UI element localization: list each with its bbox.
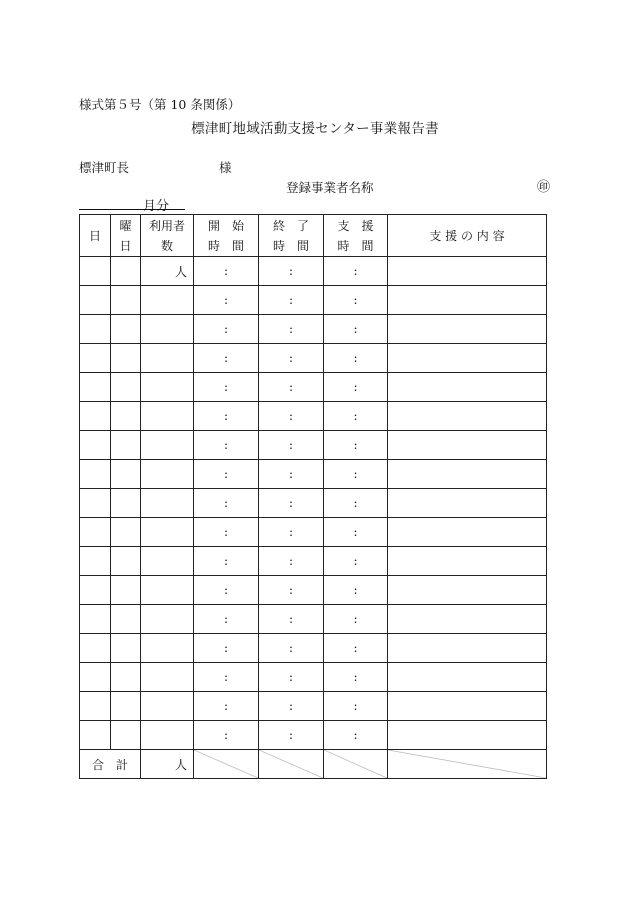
table-row [80,518,547,547]
content-cell[interactable] [388,489,547,518]
start-time-cell[interactable]: : [194,518,259,547]
document-title: 標津町地域活動支援センター事業報告書 [191,121,439,137]
weekday-cell[interactable] [111,315,141,344]
content-cell[interactable] [388,605,547,634]
weekday-cell[interactable] [111,518,141,547]
end-time-cell[interactable]: : [259,402,324,431]
table-row [80,576,547,605]
support-time-cell[interactable]: : [324,605,388,634]
start-time-cell[interactable]: : [194,576,259,605]
table-row [80,431,547,460]
seal-mark: ㊞ [537,180,551,195]
header-start-line2: 時 間 [207,238,244,253]
users-cell[interactable] [141,460,194,489]
support-time-cell[interactable]: : [324,286,388,315]
weekday-cell[interactable] [111,692,141,721]
report-table [79,214,547,779]
support-time-cell[interactable]: : [324,257,388,286]
support-time-cell[interactable]: : [324,634,388,663]
table-row [80,489,547,518]
total-content-disabled [388,750,547,779]
header-weekday-line1: 曜 [119,218,132,233]
weekday-cell[interactable] [111,634,141,663]
support-time-cell[interactable]: : [324,460,388,489]
content-cell[interactable] [388,518,547,547]
users-cell[interactable] [141,547,194,576]
weekday-cell[interactable] [111,489,141,518]
weekday-cell[interactable] [111,286,141,315]
users-cell[interactable] [141,663,194,692]
start-time-cell[interactable]: : [194,721,259,750]
content-cell[interactable] [388,257,547,286]
weekday-cell[interactable] [111,547,141,576]
support-time-cell[interactable]: : [324,576,388,605]
users-cell[interactable] [141,605,194,634]
total-support-disabled [324,750,388,779]
content-cell[interactable] [388,373,547,402]
weekday-cell[interactable] [111,605,141,634]
users-cell[interactable] [141,634,194,663]
content-cell[interactable] [388,634,547,663]
end-time-cell[interactable]: : [259,460,324,489]
end-time-cell[interactable]: : [259,518,324,547]
end-time-cell[interactable]: : [259,373,324,402]
weekday-cell[interactable] [111,431,141,460]
content-cell[interactable] [388,460,547,489]
header-weekday [111,215,141,257]
table-row [80,373,547,402]
content-cell[interactable] [388,692,547,721]
table-row [80,257,547,286]
weekday-cell[interactable] [111,576,141,605]
start-time-cell[interactable]: : [194,634,259,663]
support-time-cell[interactable]: : [324,489,388,518]
header-users [141,215,194,257]
table-row [80,344,547,373]
support-time-cell[interactable]: : [324,315,388,344]
support-time-cell[interactable]: : [324,663,388,692]
table-row [80,692,547,721]
table-row [80,547,547,576]
end-time-cell[interactable]: : [259,344,324,373]
content-cell[interactable] [388,402,547,431]
day-cell[interactable] [80,547,111,576]
users-cell[interactable]: 人 [141,257,194,286]
users-cell[interactable] [141,518,194,547]
end-time-cell[interactable]: : [259,257,324,286]
day-cell[interactable] [80,344,111,373]
business-name-label: 登録事業者名称 [286,180,374,195]
content-cell[interactable] [388,721,547,750]
content-cell[interactable] [388,344,547,373]
day-cell[interactable] [80,605,111,634]
users-cell[interactable] [141,344,194,373]
day-cell[interactable] [80,489,111,518]
users-cell[interactable] [141,402,194,431]
weekday-cell[interactable] [111,373,141,402]
day-cell[interactable] [80,460,111,489]
weekday-cell[interactable] [111,257,141,286]
users-cell[interactable] [141,373,194,402]
end-time-cell[interactable]: : [259,605,324,634]
users-cell[interactable] [141,576,194,605]
content-cell[interactable] [388,547,547,576]
header-support-line1: 支 援 [337,218,374,233]
header-start-time [194,215,259,257]
start-time-cell[interactable]: : [194,344,259,373]
day-cell[interactable] [80,257,111,286]
header-support-time [324,215,388,257]
support-time-cell[interactable]: : [324,547,388,576]
header-support-line2: 時 間 [337,238,374,253]
total-label: 合 計 [80,750,141,779]
diagonal-line [194,750,258,778]
end-time-cell[interactable]: : [259,315,324,344]
day-cell[interactable] [80,518,111,547]
form-number: 様式第５号（第 10 条関係） [79,97,241,112]
day-cell[interactable] [80,402,111,431]
end-time-cell[interactable]: : [259,286,324,315]
month-label: 月分 [143,199,170,214]
header-end-time [259,215,324,257]
end-time-cell[interactable]: : [259,489,324,518]
table-row [80,605,547,634]
table-row [80,315,547,344]
content-cell[interactable] [388,663,547,692]
header-users-text: 利用者数 [148,218,185,253]
start-time-cell[interactable]: : [194,286,259,315]
users-cell[interactable] [141,692,194,721]
start-time-cell[interactable]: : [194,460,259,489]
users-cell[interactable] [141,489,194,518]
table-row [80,663,547,692]
header-weekday-line2: 日 [119,238,132,253]
support-time-cell[interactable]: : [324,431,388,460]
header-end-line1: 終 了 [272,218,309,233]
start-time-cell[interactable]: : [194,402,259,431]
day-cell[interactable] [80,431,111,460]
content-cell[interactable] [388,431,547,460]
start-time-cell[interactable]: : [194,489,259,518]
header-end-line2: 時 間 [272,238,309,253]
day-cell[interactable] [80,663,111,692]
recipient: 標津町長 [79,160,130,175]
content-cell[interactable] [388,315,547,344]
start-time-cell[interactable]: : [194,315,259,344]
table-row [80,402,547,431]
day-cell[interactable] [80,692,111,721]
users-cell[interactable] [141,721,194,750]
weekday-cell[interactable] [111,663,141,692]
day-cell[interactable] [80,576,111,605]
total-end-disabled [259,750,324,779]
day-cell[interactable] [80,634,111,663]
support-time-cell[interactable]: : [324,518,388,547]
header-day: 日 [80,215,111,257]
users-cell[interactable] [141,286,194,315]
start-time-cell[interactable]: : [194,692,259,721]
month-blank-line[interactable] [79,209,185,210]
end-time-cell[interactable]: : [259,634,324,663]
start-time-cell[interactable]: : [194,431,259,460]
start-time-cell[interactable]: : [194,547,259,576]
diagonal-line [388,750,546,778]
day-cell[interactable] [80,286,111,315]
weekday-cell[interactable] [111,344,141,373]
table-row [80,460,547,489]
users-cell[interactable] [141,315,194,344]
support-time-cell[interactable]: : [324,344,388,373]
total-users-cell[interactable]: 人 [141,750,194,779]
start-time-cell[interactable]: : [194,605,259,634]
end-time-cell[interactable]: : [259,431,324,460]
day-cell[interactable] [80,721,111,750]
weekday-cell[interactable] [111,402,141,431]
diagonal-line [324,750,387,778]
day-cell[interactable] [80,373,111,402]
start-time-cell[interactable]: : [194,373,259,402]
support-time-cell[interactable]: : [324,373,388,402]
total-row [80,750,547,779]
end-time-cell[interactable]: : [259,547,324,576]
end-time-cell[interactable]: : [259,692,324,721]
total-start-disabled [194,750,259,779]
support-time-cell[interactable]: : [324,692,388,721]
start-time-cell[interactable]: : [194,663,259,692]
end-time-cell[interactable]: : [259,663,324,692]
end-time-cell[interactable]: : [259,576,324,605]
weekday-cell[interactable] [111,721,141,750]
content-cell[interactable] [388,576,547,605]
users-cell[interactable] [141,431,194,460]
content-cell[interactable] [388,286,547,315]
start-time-cell[interactable]: : [194,257,259,286]
table-row [80,634,547,663]
header-content: 支 援 の 内 容 [388,215,547,257]
diagonal-line [259,750,323,778]
support-time-cell[interactable]: : [324,721,388,750]
end-time-cell[interactable]: : [259,721,324,750]
header-row [80,215,547,257]
table-row [80,721,547,750]
table-row [80,286,547,315]
weekday-cell[interactable] [111,460,141,489]
honorific: 様 [219,160,232,175]
day-cell[interactable] [80,315,111,344]
header-start-line1: 開 始 [207,218,244,233]
support-time-cell[interactable]: : [324,402,388,431]
